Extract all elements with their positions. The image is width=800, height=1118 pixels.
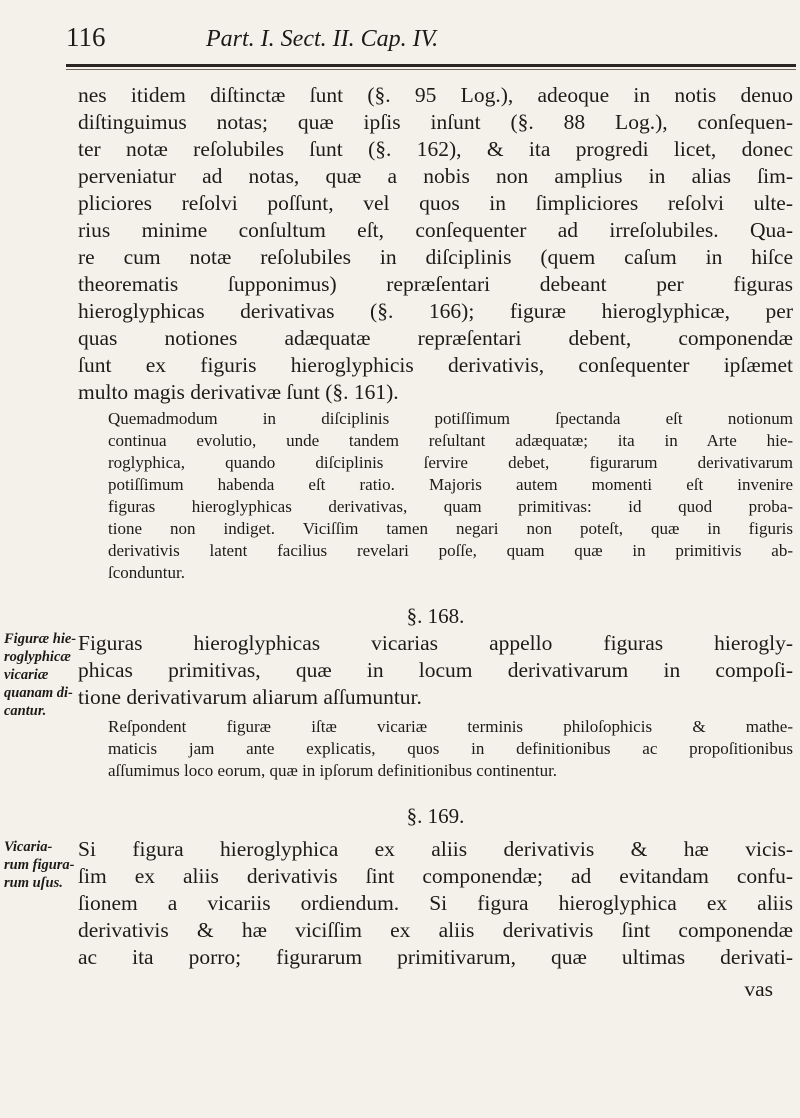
text-line: rum figura- <box>4 857 75 873</box>
text-line: ſunt ex figuris hieroglyphicis derivativis, conſequenter ipſæmet <box>78 353 793 377</box>
text-line: ſionem a vicariis ordiendum. Si figura hieroglyphica ex aliis <box>78 891 793 915</box>
text-line: roglyphica, quando diſciplinis ſervire debet, figurarum derivativarum <box>108 453 793 472</box>
text-line: ſim ex aliis derivativis ſint componendæ; ad evitandam confu- <box>78 864 793 888</box>
text-line: derivativis & hæ viciſſim ex aliis derivativis ſint componendæ <box>78 918 793 942</box>
catchword-container <box>78 976 793 1003</box>
paragraph-169 <box>78 836 793 971</box>
note-1 <box>78 408 793 584</box>
paragraph-1-text <box>78 82 793 406</box>
catchword: vas <box>744 977 773 1001</box>
header-rule-thin <box>66 69 796 70</box>
note-168-text <box>78 716 793 782</box>
text-line: re cum notæ reſolubiles in diſciplinis (quem caſum in hiſce <box>78 245 793 269</box>
text-line: Figuras hieroglyphicas vicarias appello figuras hierogly- <box>78 631 793 655</box>
text-line: rum uſus. <box>4 875 63 891</box>
section-169-heading: §. 169. <box>406 804 465 828</box>
text-line: quanam di- <box>4 685 73 701</box>
text-line: figuras hieroglyphicas derivativas, quam primitivas: id quod proba- <box>108 497 793 516</box>
text-line: hieroglyphicas derivativas (§. 166); figuræ hieroglyphicæ, per <box>78 299 793 323</box>
section-168-heading: §. 168. <box>406 604 465 628</box>
text-line: maticis jam ante explicatis, quos in definitionibus ac propoſitionibus <box>108 739 793 758</box>
text-line: perveniatur ad notas, quæ a nobis non amplius in alias ſim- <box>78 164 793 188</box>
paragraph-169-text <box>78 836 793 971</box>
text-line: potiſſimum habenda eſt ratio. Majoris autem momenti eſt invenire <box>108 475 793 494</box>
note-168 <box>78 716 793 782</box>
text-line: tione non indiget. Viciſſim tamen negari non poteſt, quæ in figuris <box>108 519 793 538</box>
text-line: multo magis derivativæ ſunt (§. 161). <box>78 380 399 404</box>
paragraph-168 <box>78 630 793 711</box>
page-header <box>66 22 756 60</box>
text-line: ter notæ reſolubiles ſunt (§. 162), & ita progredi licet, donec <box>78 137 793 161</box>
text-line: Figuræ hie- <box>4 631 77 647</box>
running-head: Part. I. Sect. II. Cap. IV. <box>206 26 439 52</box>
text-line: Reſpondent figuræ iſtæ vicariæ terminis philoſophicis & mathe- <box>108 717 793 736</box>
text-line: vicariæ <box>4 667 49 683</box>
text-line: nes itidem diſtinctæ ſunt (§. 95 Log.), adeoque in notis denuo <box>78 83 793 107</box>
text-line: diſtinguimus notas; quæ ipſis inſunt (§. 88 Log.), conſequen- <box>78 110 793 134</box>
text-line: roglyphicæ <box>4 649 71 665</box>
text-line: ac ita porro; figurarum primitivarum, quæ ultimas derivati- <box>78 945 793 969</box>
text-line: theorematis ſupponimus) repræſentari debeant per figuras <box>78 272 793 296</box>
text-line: tione derivativarum aliarum aſſumuntur. <box>78 685 422 709</box>
text-line: ſconduntur. <box>108 563 185 582</box>
margin-note-168 <box>4 630 78 720</box>
margin-note-169 <box>4 838 78 892</box>
text-line: phicas primitivas, quæ in locum derivativarum in compoſi- <box>78 658 793 682</box>
page-number: 116 <box>66 22 106 52</box>
text-line: cantur. <box>4 703 47 719</box>
paragraph-168-text <box>78 630 793 711</box>
text-line: rius minime conſultum eſt, conſequenter ad irreſolubiles. Qua- <box>78 218 793 242</box>
text-line: pliciores reſolvi poſſunt, vel quos in ſimpliciores reſolvi ulte- <box>78 191 793 215</box>
text-line: Vicaria- <box>4 839 53 855</box>
text-line: Quemadmodum in diſciplinis potiſſimum ſpectanda eſt notionum <box>108 409 793 428</box>
note-1-text <box>78 408 793 584</box>
text-line: Si figura hieroglyphica ex aliis derivativis & hæ vicis- <box>78 837 793 861</box>
text-line: continua evolutio, unde tandem reſultant adæquatæ; ita in Arte hie- <box>108 431 793 450</box>
paragraph-1 <box>78 82 793 406</box>
header-rule <box>66 64 796 67</box>
text-line: aſſumimus loco eorum, quæ in ipſorum definitionibus continentur. <box>108 761 558 780</box>
text-line: quas notiones adæquatæ repræſentari debent, componendæ <box>78 326 793 350</box>
text-line: derivativis latent facilius revelari poſſe, quam quæ in primitivis ab- <box>108 541 793 560</box>
